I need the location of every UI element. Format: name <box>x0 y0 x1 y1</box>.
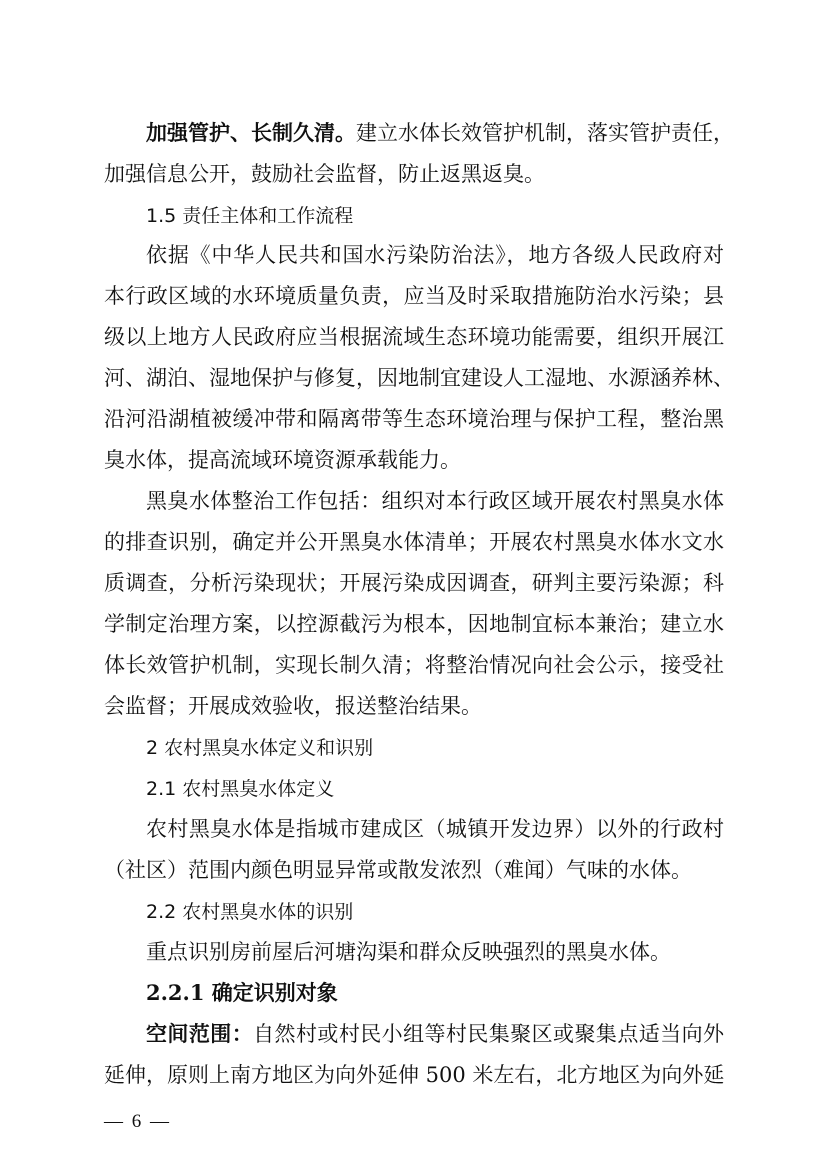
paragraph-line: 本行政区域的水环境质量负责，应当及时采取措施防治水污染；县 <box>104 284 724 308</box>
paragraph-line: 重点识别房前屋后河塘沟渠和群众反映强烈的黑臭水体。 <box>146 940 671 964</box>
paragraph-line: 体长效管护机制，实现长制久清；将整治情况向社会公示，接受社 <box>104 653 724 677</box>
paragraph-line: 加强管护、长制久清。建立水体长效管护机制，落实管护责任， <box>146 120 734 145</box>
paragraph-line: 的排查识别，确定并公开黑臭水体清单；开展农村黑臭水体水文水 <box>104 530 724 554</box>
paragraph-line: 学制定治理方案，以控源截污为根本，因地制宜标本兼治；建立水 <box>104 612 724 636</box>
section-heading: 2.2 农村黑臭水体的识别 <box>146 901 354 923</box>
paragraph-line: （社区）范围内颜色明显异常或散发浓烈（难闻）气味的水体。 <box>104 858 692 882</box>
paragraph-line: 级以上地方人民政府应当根据流域生态环境功能需要，组织开展江 <box>104 325 724 349</box>
paragraph-line: 臭水体，提高流域环境资源承载能力。 <box>104 448 461 472</box>
paragraph-line: 河、湖泊、湿地保护与修复，因地制宜建设人工湿地、水源涵养林、 <box>104 366 734 390</box>
paragraph-line: 依据《中华人民共和国水污染防治法》，地方各级人民政府对 <box>146 243 724 267</box>
paragraph-line: 空间范围：自然村或村民小组等村民集聚区或聚集点适当向外 <box>146 1021 725 1046</box>
lead-phrase: 加强管护、长制久清。 <box>146 120 356 145</box>
paragraph-line: 黑臭水体整治工作包括：组织对本行政区域开展农村黑臭水体 <box>146 489 724 513</box>
paragraph-line: 农村黑臭水体是指城市建成区（城镇开发边界）以外的行政村 <box>146 817 724 841</box>
subsection-heading: 2.2.1 确定识别对象 <box>146 980 338 1005</box>
page-number: — 6 — <box>104 1111 171 1132</box>
section-heading: 2 农村黑臭水体定义和识别 <box>146 737 374 759</box>
paragraph-line: 会监督；开展成效验收，报送整治结果。 <box>104 694 482 718</box>
section-heading: 2.1 农村黑臭水体定义 <box>146 778 335 800</box>
lead-phrase: 空间范围： <box>146 1021 254 1046</box>
section-heading: 1.5 责任主体和工作流程 <box>146 205 354 227</box>
paragraph-line: 加强信息公开，鼓励社会监督，防止返黑返臭。 <box>104 162 545 186</box>
paragraph-line: 延伸，原则上南方地区为向外延伸 500 米左右，北方地区为向外延 <box>104 1063 725 1087</box>
paragraph-line: 沿河沿湖植被缓冲带和隔离带等生态环境治理与保护工程，整治黑 <box>104 407 724 431</box>
paragraph-line: 质调查，分析污染现状；开展污染成因调查，研判主要污染源；科 <box>104 571 724 595</box>
